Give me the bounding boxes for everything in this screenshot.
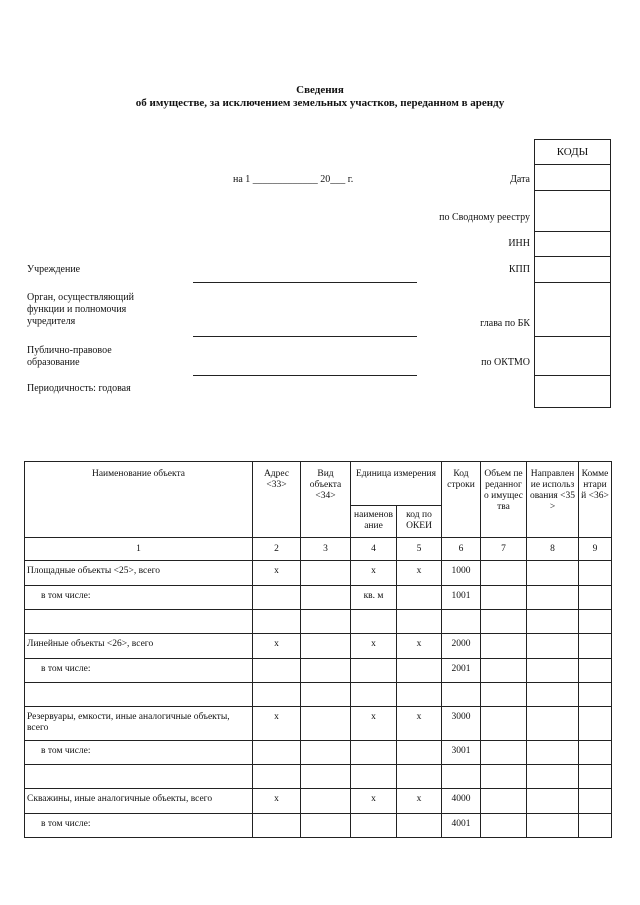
row-unit-name-cell — [351, 765, 397, 789]
row-address-cell: x — [253, 561, 301, 586]
col-number: 8 — [527, 538, 579, 561]
row-unit-code-cell: x — [397, 789, 442, 814]
row-name-cell: в том числе: — [25, 814, 253, 838]
row-address-cell — [253, 610, 301, 634]
codes-cell-kpp[interactable] — [535, 257, 611, 283]
row-unit-code-cell: x — [397, 707, 442, 741]
label-public-entity — [27, 345, 112, 369]
row-name-cell: Линейные объекты <26>, всего — [25, 634, 253, 659]
row-direction-cell[interactable] — [527, 610, 579, 634]
codes-label-bk: глава по БК — [480, 318, 530, 329]
row-kind-cell — [301, 741, 351, 765]
row-kind-cell — [301, 814, 351, 838]
row-unit-name-cell: x — [351, 707, 397, 741]
row-name-cell — [25, 610, 253, 634]
row-volume-cell[interactable] — [481, 561, 527, 586]
label-organ-line1: Орган, осуществляющий — [27, 292, 134, 303]
row-direction-cell[interactable] — [527, 659, 579, 683]
row-comment-cell[interactable] — [579, 789, 612, 814]
header-line-code: Код строки — [442, 462, 481, 538]
header-address: Адрес <33> — [253, 462, 301, 538]
table-row — [25, 610, 612, 634]
table-row — [25, 741, 612, 765]
row-unit-code-cell — [397, 765, 442, 789]
col-number: 1 — [25, 538, 253, 561]
row-name-cell — [25, 765, 253, 789]
row-kind-cell — [301, 707, 351, 741]
row-name-cell: Площадные объекты <25>, всего — [25, 561, 253, 586]
row-direction-cell[interactable] — [527, 765, 579, 789]
codes-table — [534, 139, 611, 408]
header-unit-name: наименование — [351, 506, 397, 538]
row-unit-code-cell — [397, 610, 442, 634]
row-kind-cell — [301, 610, 351, 634]
row-unit-name-cell — [351, 610, 397, 634]
label-organ — [27, 292, 134, 328]
row-unit-code-cell — [397, 659, 442, 683]
row-name-cell: Резервуары, емкости, иные аналогичные объекты, всего — [25, 707, 253, 741]
col-number: 7 — [481, 538, 527, 561]
row-code-cell: 2001 — [442, 659, 481, 683]
row-volume-cell[interactable] — [481, 610, 527, 634]
col-number: 2 — [253, 538, 301, 561]
header-volume: Объем переданного имущества — [481, 462, 527, 538]
row-kind-cell — [301, 659, 351, 683]
row-unit-code-cell — [397, 683, 442, 707]
row-volume-cell[interactable] — [481, 741, 527, 765]
row-comment-cell[interactable] — [579, 683, 612, 707]
row-code-cell: 1000 — [442, 561, 481, 586]
codes-cell-oktmo[interactable] — [535, 337, 611, 376]
table-row — [25, 586, 612, 610]
table-row — [25, 765, 612, 789]
col-number: 4 — [351, 538, 397, 561]
row-comment-cell[interactable] — [579, 586, 612, 610]
row-code-cell: 2000 — [442, 634, 481, 659]
row-volume-cell[interactable] — [481, 814, 527, 838]
row-unit-code-cell — [397, 814, 442, 838]
institution-underline[interactable] — [193, 282, 417, 283]
row-volume-cell[interactable] — [481, 707, 527, 741]
row-volume-cell[interactable] — [481, 586, 527, 610]
row-direction-cell[interactable] — [527, 789, 579, 814]
row-comment-cell[interactable] — [579, 765, 612, 789]
table-row — [25, 683, 612, 707]
row-unit-name-cell: x — [351, 561, 397, 586]
row-code-cell — [442, 765, 481, 789]
table-row — [25, 789, 612, 814]
row-unit-code-cell — [397, 741, 442, 765]
row-code-cell: 1001 — [442, 586, 481, 610]
row-direction-cell[interactable] — [527, 586, 579, 610]
row-code-cell: 4001 — [442, 814, 481, 838]
row-comment-cell[interactable] — [579, 561, 612, 586]
table-row — [25, 814, 612, 838]
label-public-line2: образование — [27, 357, 80, 368]
codes-cell-date[interactable] — [535, 165, 611, 191]
row-direction-cell[interactable] — [527, 814, 579, 838]
row-unit-name-cell: x — [351, 789, 397, 814]
label-organ-line2: функции и полномочия — [27, 304, 127, 315]
row-kind-cell — [301, 561, 351, 586]
date-suffix: г. — [347, 174, 354, 185]
codes-label-svod: по Сводному реестру — [439, 212, 530, 223]
row-name-cell: в том числе: — [25, 659, 253, 683]
table-row — [25, 707, 612, 741]
row-kind-cell — [301, 634, 351, 659]
row-volume-cell[interactable] — [481, 659, 527, 683]
row-unit-name-cell — [351, 683, 397, 707]
table-row — [25, 634, 612, 659]
label-organ-line3: учредителя — [27, 316, 76, 327]
row-code-cell — [442, 610, 481, 634]
codes-cell-inn[interactable] — [535, 232, 611, 257]
row-unit-code-cell — [397, 586, 442, 610]
property-table — [24, 461, 612, 838]
table-row — [25, 659, 612, 683]
header-comment: Комментарий <36> — [579, 462, 612, 538]
row-comment-cell[interactable] — [579, 707, 612, 741]
header-unit-code: код по ОКЕИ — [397, 506, 442, 538]
table-row — [25, 561, 612, 586]
organ-underline[interactable] — [193, 336, 417, 337]
col-number: 5 — [397, 538, 442, 561]
row-kind-cell — [301, 683, 351, 707]
row-address-cell — [253, 659, 301, 683]
row-direction-cell[interactable] — [527, 741, 579, 765]
row-volume-cell[interactable] — [481, 789, 527, 814]
row-name-cell: Скважины, иные аналогичные объекты, всего — [25, 789, 253, 814]
header-unit: Единица измерения — [351, 462, 442, 506]
label-institution: Учреждение — [27, 264, 81, 275]
row-unit-code-cell: x — [397, 634, 442, 659]
row-code-cell: 3000 — [442, 707, 481, 741]
row-name-cell: в том числе: — [25, 586, 253, 610]
codes-header: КОДЫ — [535, 140, 611, 165]
row-kind-cell — [301, 789, 351, 814]
row-unit-name-cell: кв. м — [351, 586, 397, 610]
col-number: 9 — [579, 538, 612, 561]
row-unit-code-cell: x — [397, 561, 442, 586]
date-day-month-blank: _____________ — [252, 174, 318, 185]
row-address-cell — [253, 765, 301, 789]
row-address-cell: x — [253, 707, 301, 741]
codes-label-oktmo: по ОКТМО — [481, 357, 530, 368]
date-year: 20___ — [320, 174, 346, 185]
row-address-cell — [253, 814, 301, 838]
codes-cell-bk[interactable] — [535, 283, 611, 337]
date-prefix: на 1 — [233, 174, 251, 185]
row-comment-cell[interactable] — [579, 741, 612, 765]
row-unit-name-cell: x — [351, 634, 397, 659]
row-address-cell — [253, 586, 301, 610]
row-unit-name-cell — [351, 659, 397, 683]
row-unit-name-cell — [351, 814, 397, 838]
row-comment-cell[interactable] — [579, 634, 612, 659]
codes-label-inn: ИНН — [508, 238, 530, 249]
document-subtitle: об имуществе, за исключением земельных участков, переданном в аренду — [135, 97, 505, 109]
row-address-cell: x — [253, 634, 301, 659]
col-number: 3 — [301, 538, 351, 561]
row-address-cell — [253, 683, 301, 707]
row-code-cell — [442, 683, 481, 707]
row-address-cell — [253, 741, 301, 765]
row-comment-cell[interactable] — [579, 659, 612, 683]
document-title: Сведения — [296, 84, 344, 96]
codes-label-date: Дата — [510, 174, 530, 185]
row-kind-cell — [301, 765, 351, 789]
label-public-line1: Публично-правовое — [27, 345, 112, 356]
row-volume-cell[interactable] — [481, 683, 527, 707]
date-line — [233, 174, 353, 186]
row-name-cell: в том числе: — [25, 741, 253, 765]
header-name: Наименование объекта — [25, 462, 253, 538]
row-code-cell: 3001 — [442, 741, 481, 765]
codes-cell-svod[interactable] — [535, 191, 611, 232]
row-code-cell: 4000 — [442, 789, 481, 814]
codes-cell-periodicity[interactable] — [535, 376, 611, 408]
row-direction-cell[interactable] — [527, 707, 579, 741]
codes-label-kpp: КПП — [508, 264, 530, 275]
row-volume-cell[interactable] — [481, 634, 527, 659]
row-direction-cell[interactable] — [527, 683, 579, 707]
row-kind-cell — [301, 586, 351, 610]
row-direction-cell[interactable] — [527, 634, 579, 659]
row-unit-name-cell — [351, 741, 397, 765]
row-address-cell: x — [253, 789, 301, 814]
column-numbers-row — [25, 538, 612, 561]
row-comment-cell[interactable] — [579, 610, 612, 634]
col-number: 6 — [442, 538, 481, 561]
label-periodicity: Периодичность: годовая — [27, 383, 131, 394]
public-entity-underline[interactable] — [193, 375, 417, 376]
header-kind: Вид объекта <34> — [301, 462, 351, 538]
row-comment-cell[interactable] — [579, 814, 612, 838]
header-direction: Направление использования <35> — [527, 462, 579, 538]
row-direction-cell[interactable] — [527, 561, 579, 586]
row-volume-cell[interactable] — [481, 765, 527, 789]
row-name-cell — [25, 683, 253, 707]
